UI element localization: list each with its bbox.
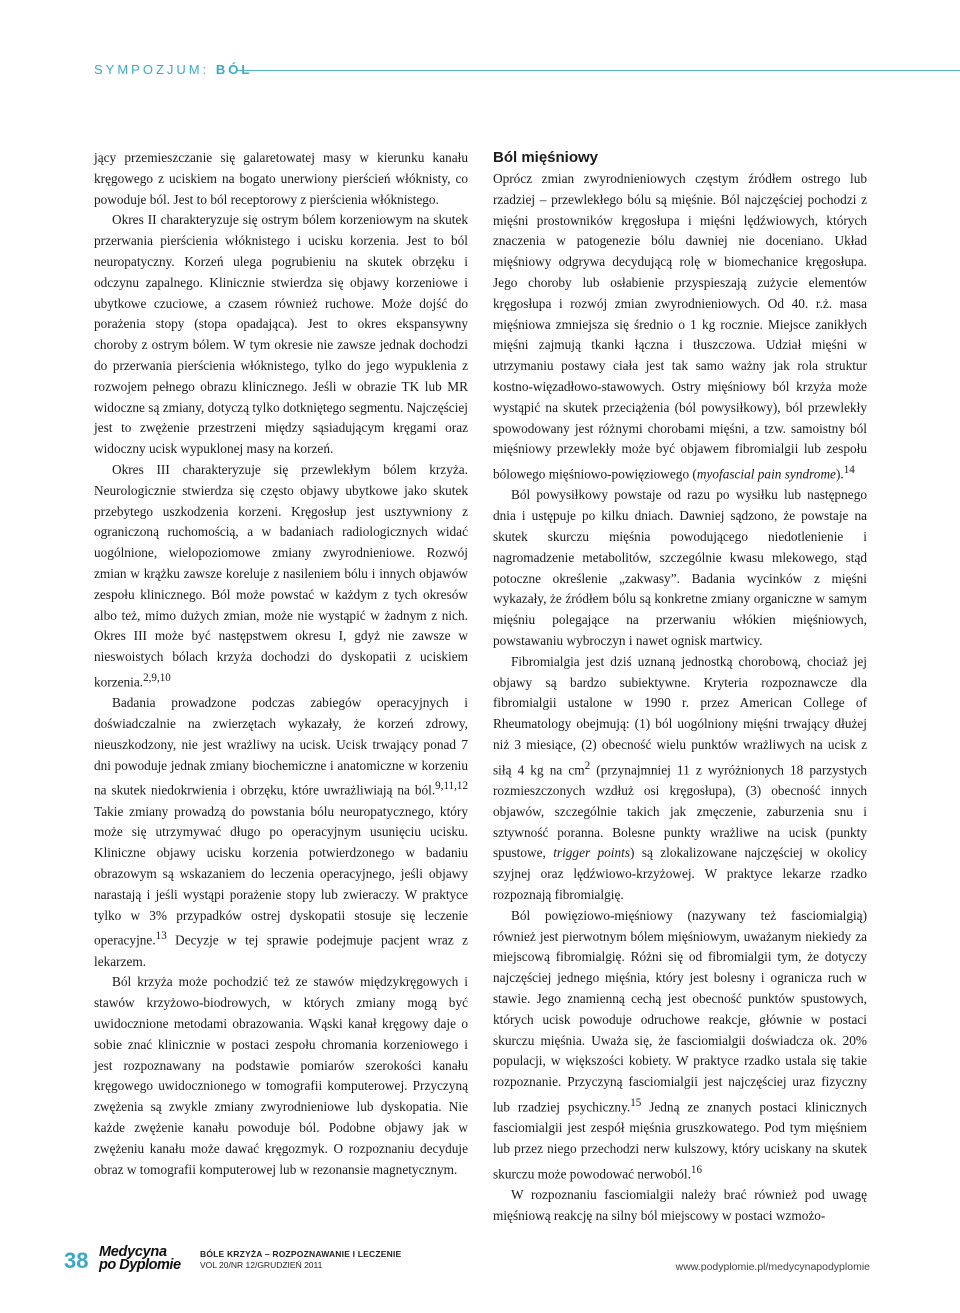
reference-superscript: 15 xyxy=(630,1096,642,1109)
reference-superscript: 14 xyxy=(843,464,855,477)
paragraph xyxy=(493,485,867,651)
paragraph xyxy=(94,972,468,1180)
paragraph-text: ). xyxy=(835,466,844,482)
paragraph xyxy=(493,652,867,906)
section-name: SYMPOZJUM: xyxy=(94,62,210,77)
paragraph-text: Decyzje w tej sprawie podejmuje pacjent wraz z lekarzem. xyxy=(94,932,468,969)
paragraph xyxy=(94,148,468,210)
reference-superscript: 9,11,12 xyxy=(435,780,468,793)
paragraph-text: Oprócz zmian zwyrodnieniowych częstym źródłem ostrego lub rzadziej – przewlekłego bólu są mięśnie. Ból najczęściej pochodzi z mięśni prostowników kręgosłupa i mięśni lędźwiowych, których znaczenia w patogenezie bólu dawniej nie doceniano. Układ mięśniowy odgrywa decydującą rolę w biomechanice kręgosłupa. Jego choroby lub osłabienie przyspieszają zużycie elementów kręgosłupa i rozwój zmian zwyrodnieniowych. Od 40. r.ż. masa mięśniowa zmniejsza się średnio o 1 kg rocznie. Miejsce zanikłych mięśni zajmują tkanki łączna i tłuszczowa. Udział mięśni w utrzymaniu postawy ciała jest tak samo ważny jak rola struktur kostno-więzadłowo-stawowych. Ostry mięśniowy ból krzyża może wystąpić na skutek przeciążenia (ból powysiłkowy), ból przewlekły spowodowany jest różnymi chorobami mięśni, a tzw. samoistny ból mięśniowy przewlekły może być objawem fibromialgii lub zespołu bólowego mięśniowo-powięziowego ( xyxy=(493,171,867,482)
paragraph-text: W rozpoznaniu fasciomialgii należy brać również pod uwagę mięśniową reakcję na silny ból miejscowy w postaci wzmożo- xyxy=(493,1186,867,1223)
paragraph-text: ) są zlokalizowane najczęściej w okolicy szyjnej oraz lędźwiowo-krzyżowej. W praktyce lekarze rzadko rozpoznają fibromialgię. xyxy=(493,845,867,902)
paragraph xyxy=(493,1185,867,1227)
reference-superscript: 2,9,10 xyxy=(143,671,171,684)
paragraph-text: Ból krzyża może pochodzić też ze stawów międzykręgowych i stawów krzyżowo-biodrowych, w których zmiany mogą być uwidocznione metodami obrazowania. Wąski kanał kręgowy daje o sobie znać klinicznie w postaci zespołu chromania korzeniowego i jest rozpoznawany na podstawie pomiarów szerokości kanału kręgowego uwidocznionego w tomografii komputerowej. Przyczyną zwężenia są zwykle zmiany zwyrodnieniowe lub dyskopatia. Nie każde zwężenie kanału powoduje ból. Podobne objawy jak w zwężeniu kanału może dawać kręgozmyk. O rozpoznaniu decyduje obraz w tomografii komputerowej lub w rezonansie magnetycznym. xyxy=(94,974,468,1177)
issue-info xyxy=(200,1249,401,1271)
section-topic: BÓL xyxy=(215,62,253,77)
journal-logo xyxy=(99,1246,181,1272)
paragraph xyxy=(493,169,867,485)
logo-line-2: po Dyplomie xyxy=(99,1257,181,1273)
section-heading-muscle-pain: Ból mięśniowy xyxy=(493,149,599,166)
paragraph xyxy=(94,460,468,693)
paragraph xyxy=(493,906,867,1185)
paragraph-text: Okres III charakteryzuje się przewlekłym bólem krzyża. Neurologicznie stwierdza się często objawy ubytkowe jako skutek przebytego uszkodzenia korzeni. Kręgosłup jest usztywniony z ograniczoną ruchomością, a w badaniach radiologicznych widać uogólnione, wielopoziomowe zmiany zwyrodnieniowe. Rozwój zmian w krążku zawsze koreluje z nasileniem bólu i innych objawów zespołu klinicznego. Ból może powstać w każdym z tych okresów albo też, mimo dużych zmian, może nie wystąpić w żadnym z nich. Okres III może być następstwem okresu I, gdyż nie zawsze w nieswoistych bólach krzyża dochodzi do dyskopatii z uciskiem korzenia. xyxy=(94,461,468,690)
paragraph-text: Okres II charakteryzuje się ostrym bólem korzeniowym na skutek przerwania pierścienia włóknistego i ucisku korzenia. Jest to ból neuropatyczny. Korzeń ulega pogrubieniu na skutek obrzęku i odczynu zapalnego. Klinicznie stwierdza się objawy korzeniowe i ubytkowe czuciowe, a czasem również ruchowe. Może dojść do porażenia stopy (stopa opadająca). Jest to okres ekspansywny choroby z ostrym bólem. W tym okresie nie zawsze jednak dochodzi do przerwania pierścienia włóknistego, tylko do jego wypuklenia z rozwojem pełnego obrazu klinicznego. Jeśli w obrazie TK lub MR widoczne są zmiany, dotyczą tylko dotkniętego segmentu. Najczęściej jest to zwężenie przestrzeni między sąsiadującym kręgami oraz widoczny ucisk wypuklonej masy na korzeń. xyxy=(94,212,468,457)
reference-superscript: 16 xyxy=(690,1163,702,1176)
paragraph-text: Takie zmiany prowadzą do powstania bólu neuropatycznego, który może się utrzymywać długo po operacyjnym usunięciu ucisku. Kliniczne objawy ucisku korzenia potwierdzonego w badaniu obrazowym są wskazaniem do leczenia operacyjnego, jeśli objawy narastają i jeśli wystąpi porażenie stopy lub zwieraczy. W praktyce tylko w 3% przypadków ostrej dyskopatii stosuje się leczenie operacyjne. xyxy=(94,803,468,948)
paragraph-text: Jedną ze znanych postaci klinicznych fasciomialgii jest zespół mięśnia gruszkowatego. Pod tym mięśniem lub przez niego przechodzi nerw kulszowy, który uciskany na skutek skurczu może powodować nerwoból. xyxy=(493,1099,867,1182)
left-column xyxy=(94,148,468,1180)
running-header xyxy=(94,62,960,82)
paragraph xyxy=(94,210,468,460)
page-number: 38 xyxy=(64,1248,89,1273)
paragraph-text: jący przemieszczanie się galaretowatej masy w kierunku kanału kręgowego z uciskiem na bogato unerwiony pierścień włóknisty, co powoduje ból. Jest to ból receptorowy z pierścienia włóknistego. xyxy=(94,150,468,207)
paragraph-text: Fibromialgia jest dziś uznaną jednostką chorobową, chociaż jej objawy są bardzo subiektywne. Kryteria rozpoznawcze dla fibromialgii ustalone w 1990 r. przez American College of Rheumatology obejmują: (1) ból uogólniony mięśni trwający dłużej niż 3 miesiące, (2) obecność wielu punktów wrażliwych na ucisk z siłą 4 kg na cm xyxy=(493,653,867,778)
paragraph-text: Badania prowadzone podczas zabiegów operacyjnych i doświadczalnie na zwierzętach wykazały, że korzeń zdrowy, nieuszkodzony, nie jest wrażliwy na ucisk. Ucisk trwający ponad 7 dni powoduje jednak zmiany biochemiczne i anatomiczne w korzeniu na skutek niedokrwienia i obrzęku, które uwrażliwiają na ból. xyxy=(94,695,468,798)
italic-term: myofascial pain syndrome xyxy=(696,466,836,482)
paragraph-text: (przynajmniej 11 z wyróżnionych 18 parzystych rozmieszczonych wzdłuż osi kręgosłupa), (3) obecność innych objawów, szczególnie takich jak zmęczenie, zaburzenia snu i sztywność poranna. Bolesne punkty wrażliwe na ucisk (punkty spustowe, xyxy=(493,762,867,861)
reference-superscript: 2 xyxy=(584,759,591,772)
italic-term: trigger points xyxy=(553,845,631,861)
paragraph xyxy=(94,693,468,972)
reference-superscript: 13 xyxy=(155,930,167,943)
page-footer xyxy=(64,1246,870,1278)
logo-line-1: Medycyna xyxy=(99,1244,167,1260)
right-column xyxy=(493,148,867,1227)
website-link[interactable]: www.podyplomie.pl/medycynapodyplomie xyxy=(675,1261,870,1273)
section-label xyxy=(94,62,252,77)
header-rule xyxy=(236,70,960,71)
paragraph-text: Ból powięziowo-mięśniowy (nazywany też fasciomialgią) również jest pierwotnym bólem mięśniowym, uważanym niekiedy za miejscową fibromialgię. Różni się od fibromialgii tym, że dotyczy najczęściej jednego mięśnia, który jest bolesny i ogranicza ruch w stawie. Jego znamienną cechą jest obecność punktów spustowych, których ucisk powoduje odruchowe reakcje, głównie w postaci skurczu mięśnia. Uważa się, że fasciomialgii doświadcza ok. 20% populacji, w większości kobiety. W praktyce rzadko ustala się takie rozpoznanie. Przyczyną fasciomialgii jest najczęściej uraz fizyczny lub rzadziej psychiczny. xyxy=(493,907,867,1115)
issue-volume: VOL 20/NR 12/GRUDZIEŃ 2011 xyxy=(200,1260,323,1270)
issue-title: BÓLE KRZYŻA – ROZPOZNAWANIE I LECZENIE xyxy=(200,1249,402,1259)
paragraph-text: Ból powysiłkowy powstaje od razu po wysiłku lub następnego dnia i ustępuje po kilku dniach. Dawniej sądzono, że powstaje na skutek skurczu mięśnia powodującego niedotlenienie i nagromadzenie metabolitów, szczególnie kwasu mlekowego, stąd potoczne określenie „zakwasy”. Badania wycinków z mięśni wykazały, że źródłem bólu są konkretne zmiany organiczne w samym mięśniu polegające na przerwaniu włókien mięśniowych, powstawaniu wybroczyn i nawet ognisk martwicy. xyxy=(493,487,867,648)
